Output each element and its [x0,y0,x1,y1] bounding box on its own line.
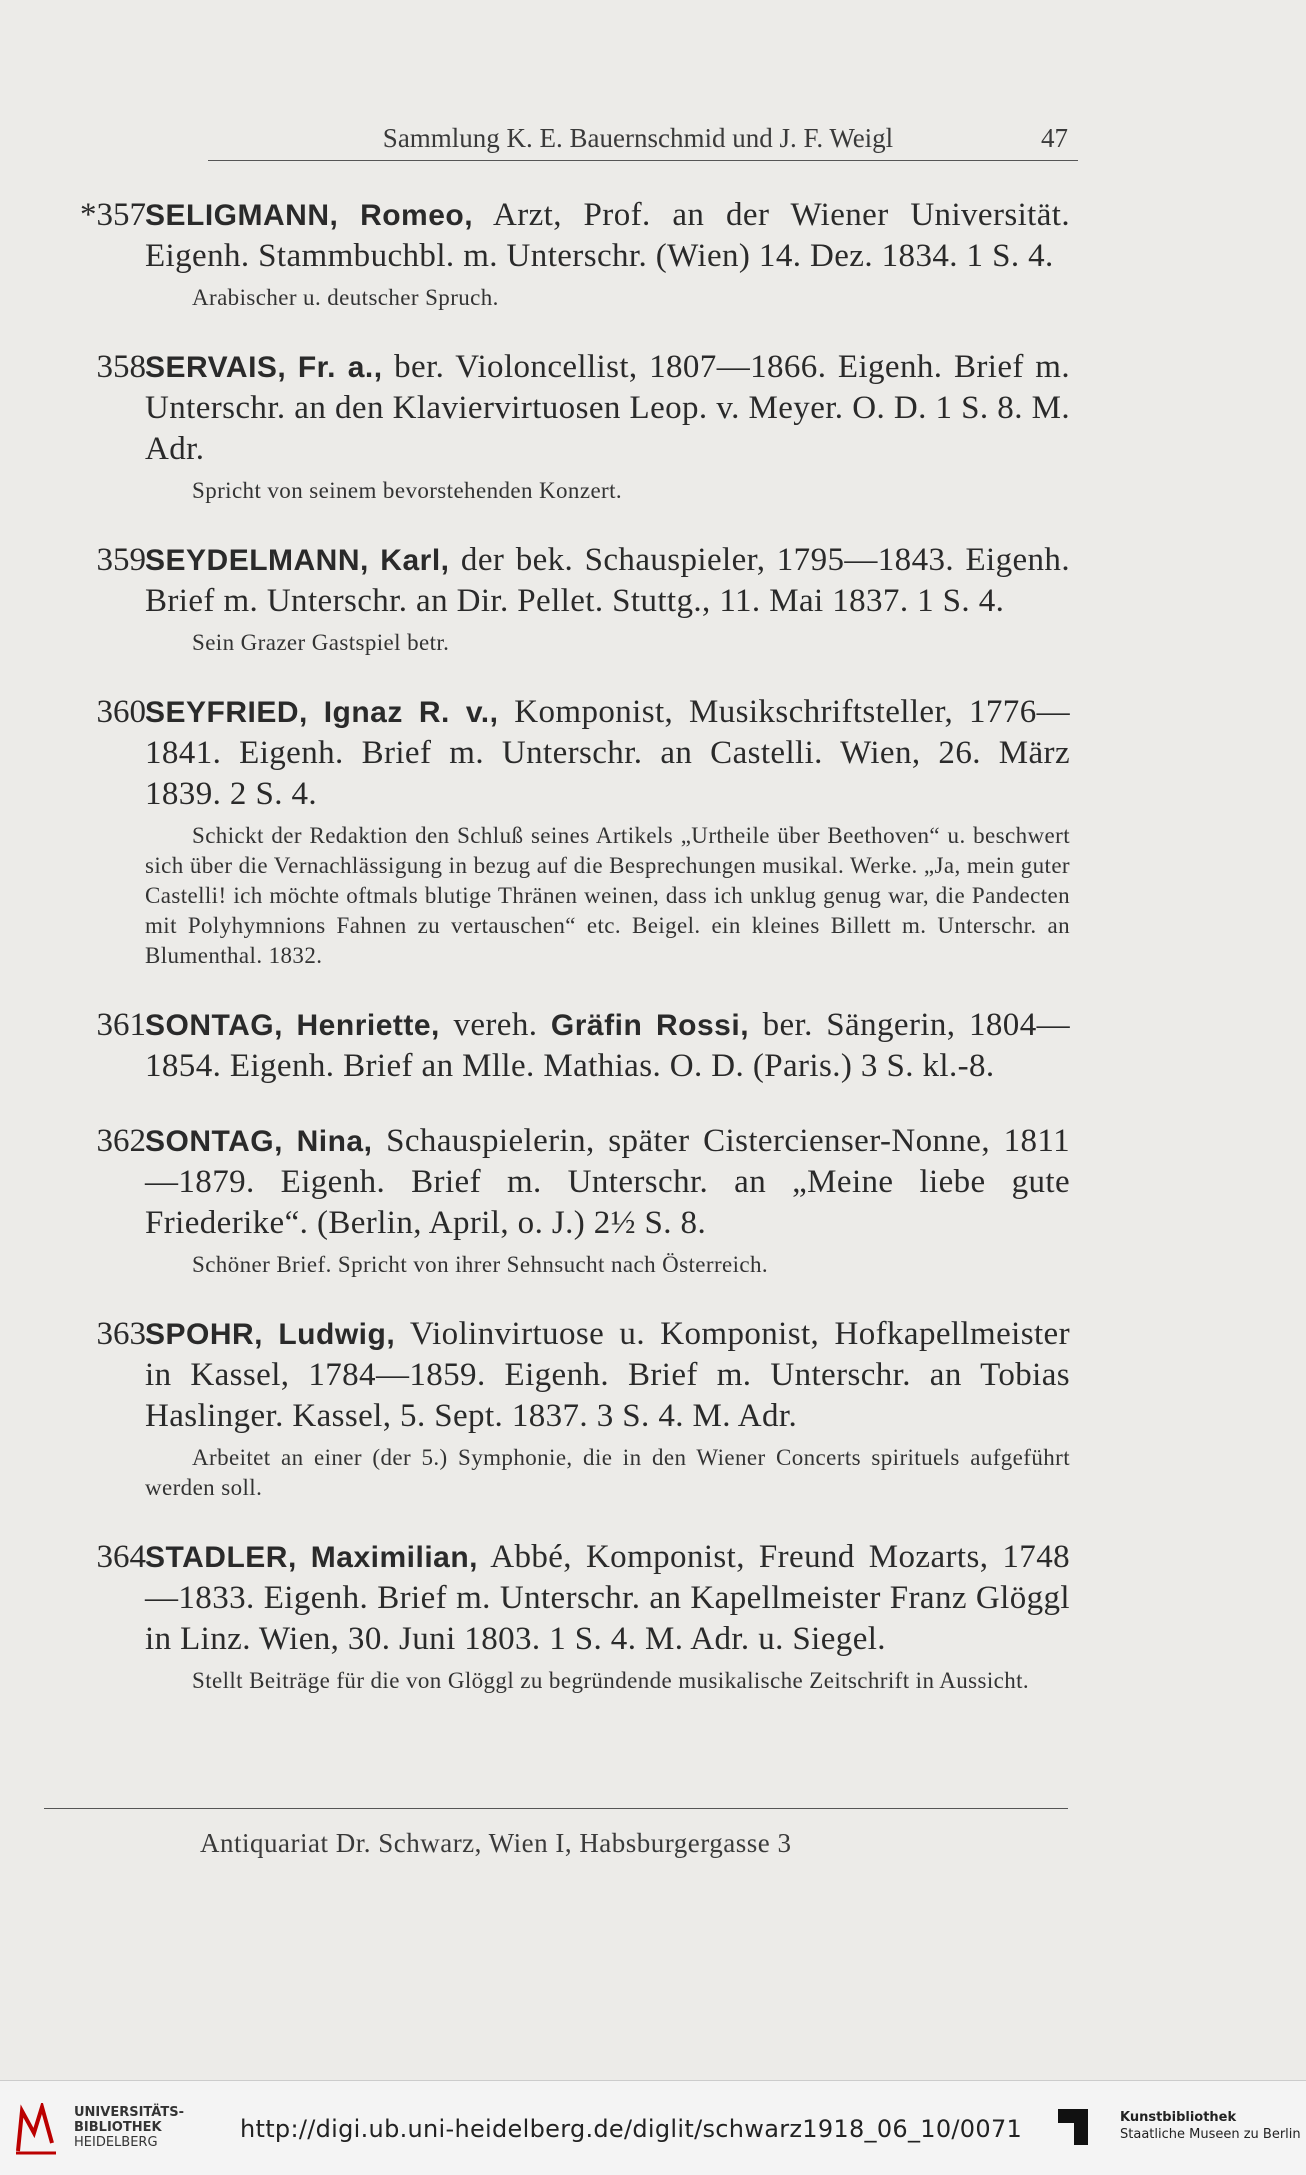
entry-surname: SONTAG, [145,1125,283,1158]
permalink-url[interactable]: http://digi.ub.uni-heidelberg.de/diglit/schwarz1918_06_10/0071 [240,2115,1023,2143]
catalog-entry [0,1314,1306,1503]
entry-note: Arbeitet an einer (der 5.) Symphonie, die in den Wiener Concerts spirituels aufgeführt werden soll. [145,1445,1070,1500]
catalog-entry [0,692,1306,971]
footer-rule [44,1808,1068,1809]
catalog-entry [0,1121,1306,1280]
entry-text: vereh. [439,1007,551,1043]
ub-line-1: UNIVERSITÄTS- [74,2105,184,2120]
entry-note: Sein Grazer Gastspiel betr. [192,630,450,655]
entry-note: Stellt Beiträge für die von Glöggl zu begründende musikalische Zeitschrift in Aussicht. [192,1668,1030,1693]
entry-number: 358 [96,349,146,385]
entry-surname: SEYDELMANN, [145,544,369,577]
entry-surname: SEYFRIED, [145,696,308,729]
entry-text: Komponist, Musikschriftsteller, 1776—1841. Eigenh. Brief m. Unterschr. an Castelli. Wien, 26. März 1839. 2 S. 4. [145,694,1070,812]
entry-description [145,1005,1070,1087]
entry-number: 364 [96,1539,146,1575]
entry-number: 359 [96,542,146,578]
entry-given-name: Fr. a., [297,351,383,384]
entry-note: Schickt der Redaktion den Schluß seines Artikels „Urtheile über Beethoven“ u. beschwert sich über die Vernachlässigung in bezug auf die Besprechungen musikal. Werke. „Ja, mein guter Castelli! ich möchte oftmals blutige Thränen weinen, dass ich unklug genug war, die Pandecten mit Polyhymnions Fahnen zu vertauschen“ etc. Beigel. ein kleines Billett m. Unterschr. an Blumenthal. 1832. [145,823,1070,968]
entry-given-name: Maximilian, [310,1541,479,1574]
entry-description [145,540,1070,622]
catalog-entry [0,347,1306,506]
entry-surname: STADLER, [145,1541,297,1574]
entry-description [145,692,1070,815]
university-library-logo-icon [12,2103,62,2157]
entry-text: der bek. Schauspieler, 1795—1843. Eigenh. Brief m. Unterschr. an Dir. Pellet. Stuttg., 11. Mai 1837. 1 S. 4. [145,542,1070,619]
entry-description [145,347,1070,470]
catalog-entry [0,195,1306,313]
entry-number: 362 [96,1123,146,1159]
entry-text: ber. Violoncellist, 1807—1866. Eigenh. Brief m. Unterschr. an den Klaviervirtuosen Leop. v. Meyer. O. D. 1 S. 8. M. Adr. [145,349,1071,467]
entry-text: Arzt, Prof. an der Wiener Universität. Eigenh. Stammbuchbl. m. Unterschr. (Wien) 14. Dez. 1834. 1 S. 4. [145,197,1071,274]
viewer-bottom-bar [0,2080,1306,2175]
publisher-imprint: Antiquariat Dr. Schwarz, Wien I, Habsburgergasse 3 [200,1828,792,1858]
entry-description [145,1314,1070,1437]
entry-number: 361 [96,1007,146,1043]
entry-description [145,1537,1070,1660]
catalog-entry [0,540,1306,658]
entry-note: Schöner Brief. Spricht von ihrer Sehnsucht nach Österreich. [192,1252,769,1277]
entry-text-continued: ber. Sängerin, 1804—1854. Eigenh. Brief an Mlle. Mathias. O. D. (Paris.) 3 S. kl.-8. [145,1007,1070,1084]
entry-note: Arabischer u. deutscher Spruch. [192,285,499,310]
running-head-title: Sammlung K. E. Bauernschmid und J. F. Weigl [382,123,894,153]
entry-given-name: Romeo, [360,199,474,232]
entry-description [145,195,1070,277]
kb-line-1: Kunstbibliothek [1120,2110,1237,2125]
entry-description [145,1121,1070,1244]
entry-surname: SELIGMANN, [145,199,339,232]
page-number: 47 [1041,123,1068,153]
entry-title-bold: Gräfin Rossi, [550,1009,750,1042]
entry-given-name: Henriette, [296,1009,440,1042]
entry-text: Violinvirtuose u. Komponist, Hofkapellmeister in Kassel, 1784—1859. Eigenh. Brief m. Unterschr. an Tobias Haslinger. Kassel, 5. Sept. 1837. 3 S. 4. M. Adr. [145,1316,1070,1434]
university-library-name [74,2105,184,2150]
entry-given-name: Ignaz R. v., [323,696,499,729]
entry-number: 360 [96,694,146,730]
entry-note: Spricht von seinem bevorstehenden Konzert. [192,478,623,503]
entry-number: 363 [96,1316,146,1352]
entry-given-name: Nina, [296,1125,373,1158]
entry-given-name: Ludwig, [278,1318,396,1351]
entry-surname: SERVAIS, [145,351,287,384]
entry-text: Schauspielerin, später Cistercienser-Nonne, 1811—1879. Eigenh. Brief m. Unterschr. an „Meine liebe gute Friederike“. (Berlin, April, o. J.) 2½ S. 8. [145,1123,1070,1241]
entry-surname: SPOHR, [145,1318,264,1351]
entry-given-name: Karl, [380,544,450,577]
catalog-entries [0,195,1306,1696]
header-rule [208,160,1078,161]
entry-surname: SONTAG, [145,1009,283,1042]
entry-text: Abbé, Komponist, Freund Mozarts, 1748—1833. Eigenh. Brief m. Unterschr. an Kapellmeister Franz Glöggl in Linz. Wien, 30. Juni 1803. 1 S. 4. M. Adr. u. Siegel. [145,1539,1070,1657]
running-head [208,123,1068,154]
catalog-entry [0,1537,1306,1696]
ub-line-2: BIBLIOTHEK [74,2120,162,2135]
kb-line-2: Staatliche Museen zu Berlin [1120,2127,1301,2142]
kunstbibliothek-logo-icon [1056,2103,1096,2147]
kunstbibliothek-name [1120,2109,1301,2143]
catalog-entry [0,1005,1306,1087]
ub-line-3: HEIDELBERG [74,2135,158,2150]
entry-number: *357 [80,197,146,233]
